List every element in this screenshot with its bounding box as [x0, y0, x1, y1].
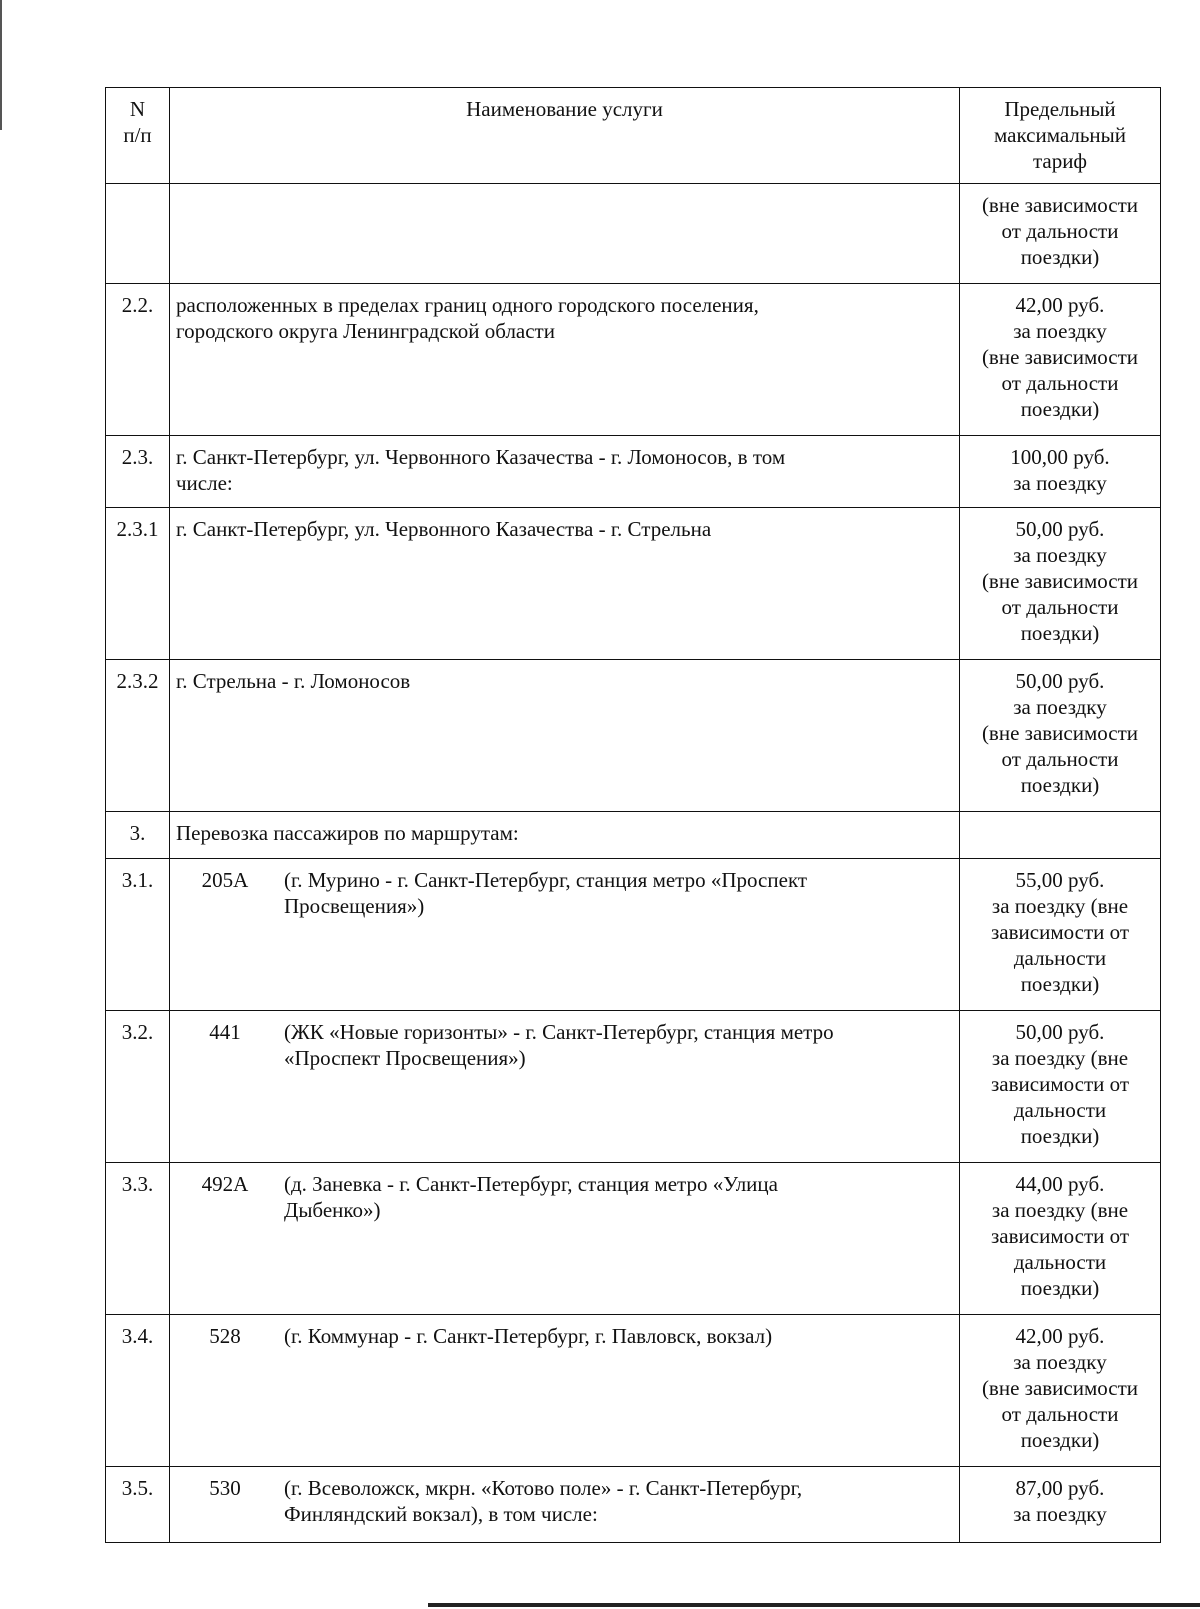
name-line: Дыбенко») [284, 1198, 381, 1222]
header-tariff-line: максимальный [994, 123, 1126, 147]
row-name [170, 508, 960, 660]
tariff-line: за поездку [1013, 1350, 1107, 1374]
tariff-line: от дальности [1001, 595, 1119, 619]
tariff-line: поездки) [1020, 1124, 1100, 1148]
tariff-line: за поездку [1013, 543, 1107, 567]
row-tariff [960, 859, 1161, 1011]
row-tariff [960, 812, 1161, 859]
header-num [106, 88, 170, 184]
scan-edge-mark [0, 0, 2, 130]
row-num: 2.3.1 [106, 508, 170, 660]
row-tariff [960, 1011, 1161, 1163]
tariff-line: от дальности [1001, 371, 1119, 395]
name-line: городского округа Ленинградской области [176, 319, 555, 343]
tariff-line: 44,00 руб. [1015, 1172, 1105, 1196]
row-tariff [960, 508, 1161, 660]
tariff-line: от дальности [1001, 747, 1119, 771]
row-num: 2.3.2 [106, 660, 170, 812]
route-code: 205А [201, 868, 249, 892]
route-code: 441 [209, 1020, 241, 1044]
tariff-line: поездки) [1020, 773, 1100, 797]
tariff-line: 87,00 руб. [1015, 1476, 1105, 1500]
scan-bottom-mark [428, 1603, 1200, 1607]
row-tariff [960, 1163, 1161, 1315]
name-line: г. Стрельна - г. Ломоносов [176, 669, 411, 693]
name-line: Просвещения») [284, 894, 425, 918]
route-description [274, 1019, 953, 1071]
tariff-line: за поездку [1013, 471, 1107, 495]
row-tariff [960, 184, 1161, 284]
table-row [106, 812, 1161, 859]
tariff-line: дальности [1013, 1250, 1107, 1274]
name-line: числе: [176, 471, 233, 495]
table-row [106, 508, 1161, 660]
tariff-line: от дальности [1001, 1402, 1119, 1426]
route-code: 530 [209, 1476, 241, 1500]
table-header-row [106, 88, 1161, 184]
row-tariff [960, 1315, 1161, 1467]
row-name [170, 1163, 960, 1315]
row-tariff [960, 284, 1161, 436]
route-description [274, 867, 953, 919]
row-name [170, 184, 960, 284]
tariff-line: (вне зависимости [981, 345, 1139, 369]
row-name [170, 284, 960, 436]
row-num: 2.3. [106, 436, 170, 508]
table-row [106, 1467, 1161, 1543]
table-row [106, 436, 1161, 508]
tariff-line: поездки) [1020, 1428, 1100, 1452]
header-name: Наименование услуги [170, 88, 960, 184]
row-num: 3. [106, 812, 170, 859]
table-row [106, 1315, 1161, 1467]
name-line: (г. Коммунар - г. Санкт-Петербург, г. Павловск, вокзал) [284, 1324, 773, 1348]
tariff-line: поездки) [1020, 1276, 1100, 1300]
row-name [170, 660, 960, 812]
tariff-line: (вне зависимости [981, 1376, 1139, 1400]
header-tariff-line: Предельный [1004, 97, 1116, 121]
row-num: 3.2. [106, 1011, 170, 1163]
row-num: 3.3. [106, 1163, 170, 1315]
tariff-line: от дальности [1001, 219, 1119, 243]
row-tariff [960, 660, 1161, 812]
row-num: 3.1. [106, 859, 170, 1011]
tariff-line: зависимости от [990, 1224, 1130, 1248]
row-tariff [960, 1467, 1161, 1543]
row-name [170, 1315, 960, 1467]
tariff-line: (вне зависимости [981, 193, 1139, 217]
tariff-line: за поездку (вне [991, 1198, 1129, 1222]
route-description [274, 1323, 953, 1349]
route-code: 528 [209, 1324, 241, 1348]
name-line: (г. Мурино - г. Санкт-Петербург, станция метро «Проспект [284, 868, 808, 892]
tariff-line: 50,00 руб. [1015, 669, 1105, 693]
name-line: (ЖК «Новые горизонты» - г. Санкт-Петербург, станция метро [284, 1020, 834, 1044]
table-row [106, 660, 1161, 812]
name-line: г. Санкт-Петербург, ул. Червонного Казачества - г. Ломоносов, в том [176, 445, 786, 469]
row-name [170, 812, 960, 859]
tariff-line: поездки) [1020, 972, 1100, 996]
tariff-line: (вне зависимости [981, 569, 1139, 593]
row-tariff [960, 436, 1161, 508]
header-num-line: N [129, 97, 146, 121]
row-num: 2.2. [106, 284, 170, 436]
name-line: Финляндский вокзал), в том числе: [284, 1502, 598, 1526]
tariff-line: 42,00 руб. [1015, 293, 1105, 317]
tariff-line: 50,00 руб. [1015, 1020, 1105, 1044]
route-description [274, 1475, 953, 1527]
row-name [170, 859, 960, 1011]
name-line: (д. Заневка - г. Санкт-Петербург, станция метро «Улица [284, 1172, 778, 1196]
header-num-line: п/п [123, 123, 152, 147]
header-tariff [960, 88, 1161, 184]
row-num: 3.4. [106, 1315, 170, 1467]
tariff-line: дальности [1013, 1098, 1107, 1122]
tariff-line: за поездку (вне [991, 894, 1129, 918]
row-num: 3.5. [106, 1467, 170, 1543]
route-code: 492А [201, 1172, 249, 1196]
tariff-line: за поездку [1013, 695, 1107, 719]
tariff-line: дальности [1013, 946, 1107, 970]
tariff-line: за поездку [1013, 1502, 1107, 1526]
name-line: Перевозка пассажиров по маршрутам: [176, 821, 519, 845]
route-description [274, 1171, 953, 1223]
tariff-line: 100,00 руб. [1010, 445, 1110, 469]
tariff-line: зависимости от [990, 920, 1130, 944]
row-name [170, 1467, 960, 1543]
table-row [106, 859, 1161, 1011]
tariff-line: 50,00 руб. [1015, 517, 1105, 541]
tariff-line: 42,00 руб. [1015, 1324, 1105, 1348]
name-line: г. Санкт-Петербург, ул. Червонного Казачества - г. Стрельна [176, 517, 712, 541]
table-row [106, 284, 1161, 436]
table-row [106, 1163, 1161, 1315]
tariff-line: поездки) [1020, 245, 1100, 269]
tariff-line: поездки) [1020, 397, 1100, 421]
table-row [106, 184, 1161, 284]
header-tariff-line: тариф [1032, 149, 1088, 173]
tariff-table [105, 87, 1161, 1543]
row-name [170, 436, 960, 508]
tariff-line: поездки) [1020, 621, 1100, 645]
tariff-line: за поездку [1013, 319, 1107, 343]
tariff-line: за поездку (вне [991, 1046, 1129, 1070]
row-name [170, 1011, 960, 1163]
row-num [106, 184, 170, 284]
tariff-line: (вне зависимости [981, 721, 1139, 745]
name-line: (г. Всеволожск, мкрн. «Котово поле» - г. Санкт-Петербург, [284, 1476, 803, 1500]
tariff-line: зависимости от [990, 1072, 1130, 1096]
table-row [106, 1011, 1161, 1163]
tariff-line: 55,00 руб. [1015, 868, 1105, 892]
name-line: «Проспект Просвещения») [284, 1046, 526, 1070]
name-line: расположенных в пределах границ одного городского поселения, [176, 293, 759, 317]
